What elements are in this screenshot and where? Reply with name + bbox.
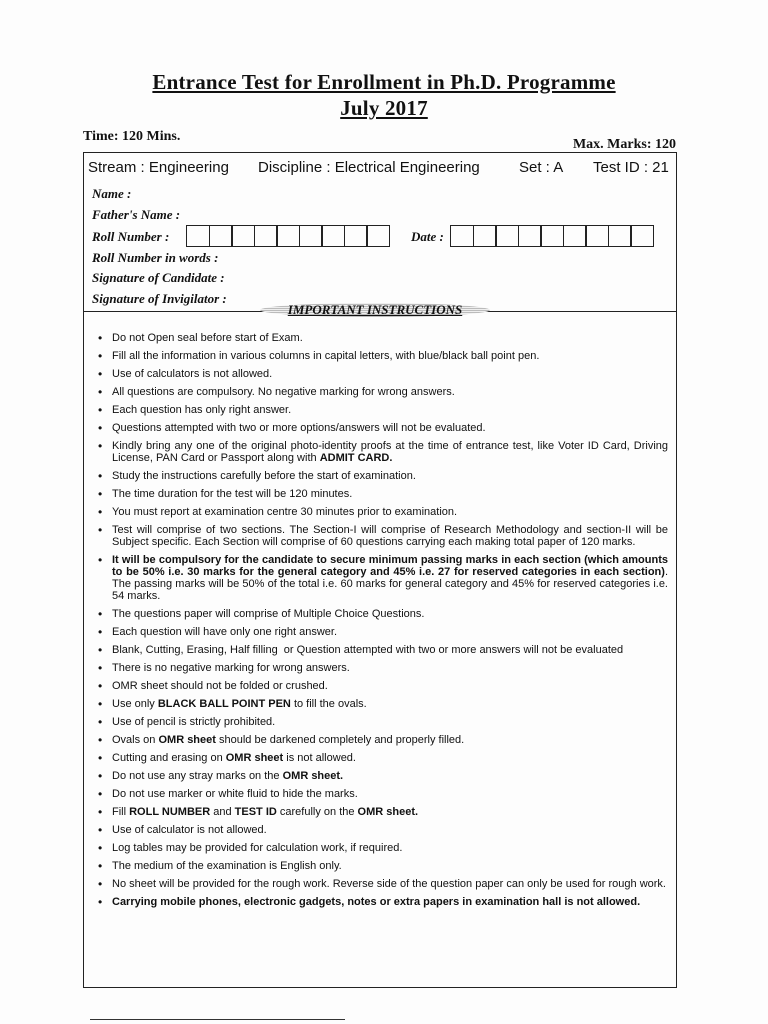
time-duration: Time: 120 Mins. <box>83 129 181 144</box>
instruction-item: • Questions attempted with two or more options/answers will not be evaluated. <box>92 422 668 434</box>
input-cell[interactable] <box>585 225 609 247</box>
instruction-item: • Fill ROLL NUMBER and TEST ID carefully on the OMR sheet. <box>92 806 668 818</box>
important-instructions-banner: IMPORTANT INSTRUCTIONS <box>260 303 490 317</box>
instruction-item: • No sheet will be provided for the rough work. Reverse side of the question paper can only be used for rough work. <box>92 878 668 890</box>
roll-number-boxes[interactable] <box>186 225 389 247</box>
footer-rule <box>90 1019 345 1020</box>
instruction-item: • Use only BLACK BALL POINT PEN to fill the ovals. <box>92 698 668 710</box>
input-cell[interactable] <box>450 225 474 247</box>
document-subtitle-date: July 2017 <box>340 96 428 120</box>
roll-number-label: Roll Number : <box>92 229 170 244</box>
input-cell[interactable] <box>366 225 390 247</box>
discipline-text: Discipline : Electrical Engineering <box>258 159 480 176</box>
input-cell[interactable] <box>608 225 632 247</box>
instruction-item: • All questions are compulsory. No negative marking for wrong answers. <box>92 386 668 398</box>
input-cell[interactable] <box>473 225 497 247</box>
max-marks: Max. Marks: 120 <box>572 137 676 152</box>
stream-text: Stream : Engineering <box>88 159 229 176</box>
instruction-item: • Use of calculator is not allowed. <box>92 824 668 836</box>
instruction-item: • You must report at examination centre 30 minutes prior to examination. <box>92 506 668 518</box>
instruction-item: • Kindly bring any one of the original photo-identity proofs at the time of entrance test, like Voter ID Card, Driving License, PAN Card or Passport along with ADMIT CARD. <box>92 440 668 464</box>
input-cell[interactable] <box>518 225 542 247</box>
candidate-info-box <box>83 152 677 317</box>
document-title: Entrance Test for Enrollment in Ph.D. Programme <box>152 70 616 94</box>
instruction-item: • Do not use any stray marks on the OMR sheet. <box>92 770 668 782</box>
instruction-item: • Log tables may be provided for calculation work, if required. <box>92 842 668 854</box>
instruction-item: • Do not use marker or white fluid to hide the marks. <box>92 788 668 800</box>
instruction-item: • Do not Open seal before start of Exam. <box>92 332 668 344</box>
input-cell[interactable] <box>299 225 323 247</box>
instruction-item: • Cutting and erasing on OMR sheet is not allowed. <box>92 752 668 764</box>
instruction-item: • Test will comprise of two sections. The Section-I will comprise of Research Methodology and section-II will be Subject specific. Each Section will comprise of 60 questions carrying each making total paper of 120 marks. <box>92 524 668 548</box>
instruction-item: • There is no negative marking for wrong answers. <box>92 662 668 674</box>
instruction-item: • The medium of the examination is English only. <box>92 860 668 872</box>
test-id-text: Test ID : 21 <box>593 159 669 176</box>
input-cell[interactable] <box>563 225 587 247</box>
name-label: Name : <box>92 186 132 201</box>
instruction-item: • Carrying mobile phones, electronic gadgets, notes or extra papers in examination hall is not allowed. <box>92 896 668 908</box>
instruction-item: • Use of calculators is not allowed. <box>92 368 668 380</box>
instruction-item: • The questions paper will comprise of Multiple Choice Questions. <box>92 608 668 620</box>
input-cell[interactable] <box>344 225 368 247</box>
input-cell[interactable] <box>186 225 210 247</box>
instruction-item: • OMR sheet should not be folded or crushed. <box>92 680 668 692</box>
instruction-item: • Each question will have only one right answer. <box>92 626 668 638</box>
input-cell[interactable] <box>321 225 345 247</box>
roll-words-label: Roll Number in words : <box>92 250 219 265</box>
instructions-box <box>83 310 677 988</box>
set-text: Set : A <box>519 159 564 176</box>
candidate-signature-label: Signature of Candidate : <box>92 270 225 285</box>
instruction-item: • Ovals on OMR sheet should be darkened completely and properly filled. <box>92 734 668 746</box>
input-cell[interactable] <box>540 225 564 247</box>
input-cell[interactable] <box>254 225 278 247</box>
instruction-item: • Use of pencil is strictly prohibited. <box>92 716 668 728</box>
input-cell[interactable] <box>231 225 255 247</box>
instruction-item: • Each question has only right answer. <box>92 404 668 416</box>
input-cell[interactable] <box>209 225 233 247</box>
input-cell[interactable] <box>495 225 519 247</box>
date-label: Date : <box>411 229 444 244</box>
instruction-item: • It will be compulsory for the candidate to secure minimum passing marks in each section (which amounts to be 50% i.e. 30 marks for the general category and 45% i.e. 27 for reserved categories in each section). The passing marks will be 50% of the total i.e. 60 marks for general category and 45% for reserved categories i.e. 54 marks. <box>92 554 668 602</box>
date-boxes[interactable] <box>450 225 653 247</box>
input-cell[interactable] <box>630 225 654 247</box>
invigilator-signature-label: Signature of Invigilator : <box>92 291 227 306</box>
instruction-item: • The time duration for the test will be 120 minutes. <box>92 488 668 500</box>
father-name-label: Father's Name : <box>92 207 181 222</box>
instructions-list <box>92 332 668 914</box>
input-cell[interactable] <box>276 225 300 247</box>
instruction-item: • Fill all the information in various columns in capital letters, with blue/black ball point pen. <box>92 350 668 362</box>
instruction-item: • Study the instructions carefully before the start of examination. <box>92 470 668 482</box>
instruction-item: • Blank, Cutting, Erasing, Half filling or Question attempted with two or more answers will not be evaluated <box>92 644 668 656</box>
